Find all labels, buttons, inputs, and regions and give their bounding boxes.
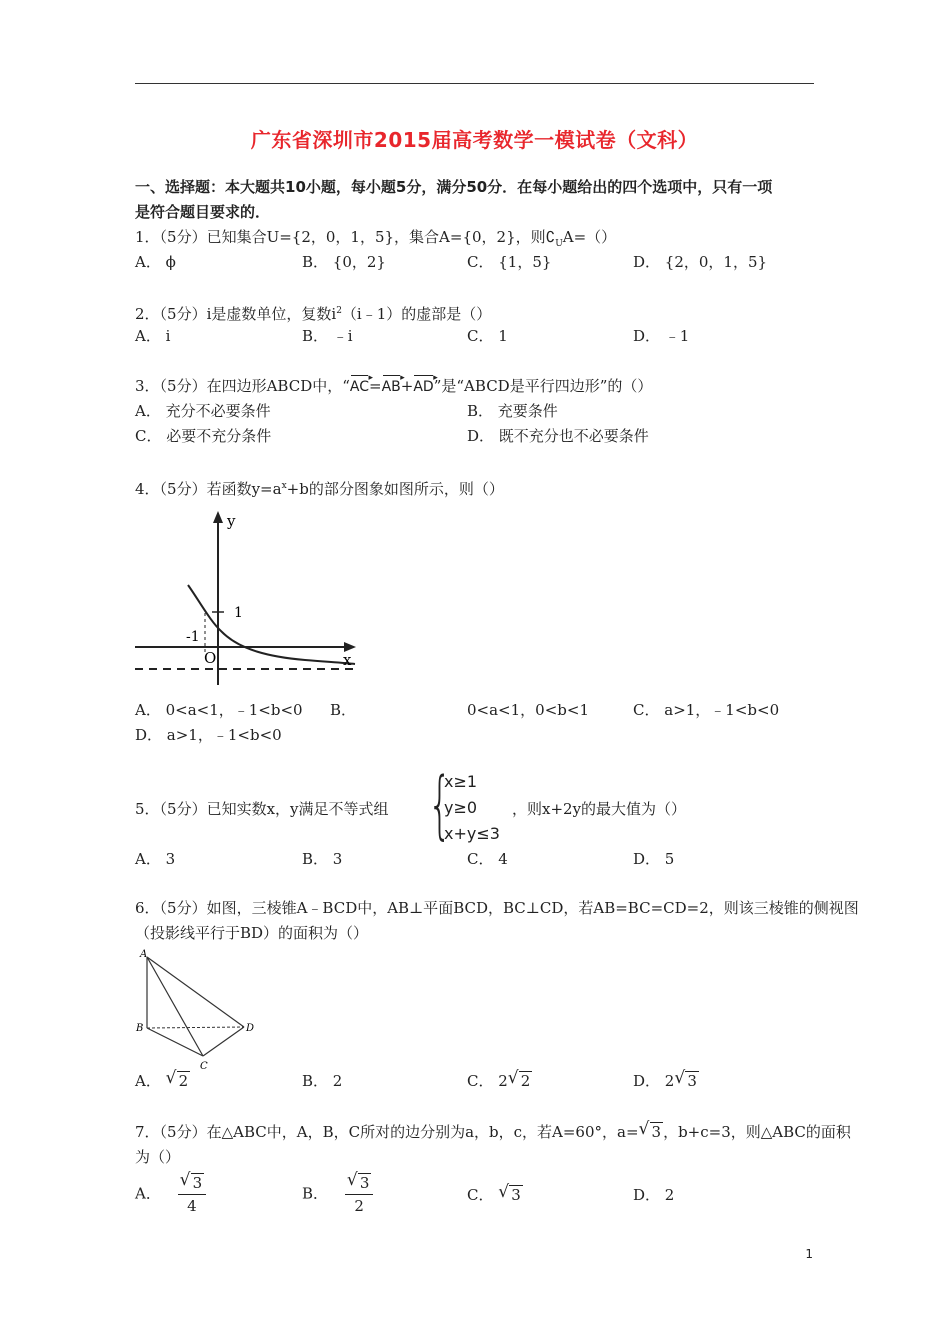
q3-option-b: B． 充要条件 xyxy=(467,402,558,420)
page-number: 1 xyxy=(805,1247,813,1261)
inequality-line-2: y≥0 xyxy=(444,798,478,817)
inequality-line-3: x+y≤3 xyxy=(444,824,500,843)
q7-option-a: A． √ 3 4 xyxy=(135,1172,206,1217)
inequality-system xyxy=(428,762,508,850)
q4-option-b: 0<a<1，0<b<1 xyxy=(467,701,589,719)
question-1-stem: 1．（5分）已知集合U={2，0，1，5}，集合A={0，2}，则$∁_UA=()$ xyxy=(135,228,617,249)
q1-option-c: C． {1，5} xyxy=(467,253,552,271)
q5-option-c: C． 4 xyxy=(467,850,508,868)
vertex-c-label: C xyxy=(200,1061,208,1072)
q3-option-c: C． 必要不充分条件 xyxy=(135,427,272,445)
graph-neg-one-label: -1 xyxy=(186,629,200,645)
header-rule xyxy=(135,83,814,84)
q7-option-b: B． √ 3 2 xyxy=(302,1172,373,1217)
q6-option-a: A． √ 2 xyxy=(135,1068,189,1090)
section-heading-line2: 是符合题目要求的． xyxy=(135,203,271,221)
graph-x-label: x xyxy=(343,651,352,669)
vertex-b-label: B xyxy=(136,1023,144,1034)
vertex-d-label: D xyxy=(246,1023,255,1034)
q1-option-a: A． ϕ xyxy=(135,253,176,271)
exponential-graph-figure xyxy=(130,505,365,690)
q4-option-a: A． 0<a<1，﹣1<b<0 xyxy=(135,701,303,719)
graph-one-label: 1 xyxy=(234,605,243,621)
vertex-a-label: A xyxy=(140,949,148,960)
q1-option-d: D． {2，0，1，5} xyxy=(633,253,768,271)
left-brace-icon: { xyxy=(428,762,452,848)
q2-option-c: C． 1 xyxy=(467,327,508,345)
question-3-stem: 3．（5分）在四边形ABCD中，“AC ▸=AB ▸+AD ▸”是“ABCD是平行四边形”的（） xyxy=(135,376,652,397)
inequality-line-1: x≥1 xyxy=(444,772,478,791)
q5-option-a: A． 3 xyxy=(135,850,176,868)
q6-option-d: D． 2 √ 3 xyxy=(633,1068,697,1090)
q2-option-d: D． ﹣1 xyxy=(633,327,690,345)
page-title: 广东省深圳市2015届高考数学一模试卷（文科） xyxy=(250,128,699,152)
section-heading-line1: 一、选择题：本大题共10小题，每小题5分，满分50分．在每小题给出的四个选项中，只有一项 xyxy=(135,178,773,196)
question-2-stem: 2．（5分）i是虚数单位，复数$i^2(i﹣1)$的虚部是（） xyxy=(135,305,492,323)
graph-y-label: y xyxy=(227,512,236,530)
question-5-stem: 5．（5分）已知实数x，y满足不等式组 xyxy=(135,800,389,818)
vector-ac: AC ▸ xyxy=(350,377,369,397)
question-6-line2: （投影线平行于BD）的面积为（） xyxy=(135,924,369,942)
q2-option-a: A． i xyxy=(135,327,171,345)
q5-option-d: D． 5 xyxy=(633,850,675,868)
question-7-line2: 为（） xyxy=(135,1148,181,1166)
q3-option-d: D． 既不充分也不必要条件 xyxy=(467,427,649,445)
q6-option-c: C． 2 √ 2 xyxy=(467,1068,531,1090)
q6-option-b: B． 2 xyxy=(302,1072,343,1090)
q7-option-c: C． √ 3 xyxy=(467,1182,521,1204)
vector-ab: AB ▸ xyxy=(382,377,401,397)
q1-option-b: B． {0，2} xyxy=(302,253,386,271)
q4-option-d: D． a>1，﹣1<b<0 xyxy=(135,726,282,744)
pyramid-figure xyxy=(130,948,265,1073)
graph-origin-label: O xyxy=(204,649,217,667)
question-5-stem-end: ，则x+2y的最大值为（） xyxy=(512,800,687,818)
vector-ad: AD ▸ xyxy=(413,377,433,397)
q3-option-a: A． 充分不必要条件 xyxy=(135,402,271,420)
q4-option-b-label: B． xyxy=(330,701,357,719)
q4-option-c: C． a>1，﹣1<b<0 xyxy=(633,701,780,719)
question-7-line1: 7．（5分）在△ABC中，A，B，C所对的边分别为a，b，c，若A=60°，a= √ 3 ，b+c=3，则△ABC的面积 xyxy=(135,1119,851,1141)
q5-option-b: B． 3 xyxy=(302,850,343,868)
question-4-stem: 4．（5分）若函数$y=a^x+b$的部分图象如图所示，则（） xyxy=(135,480,504,498)
q2-option-b: B． ﹣i xyxy=(302,327,353,345)
question-6-line1: 6．（5分）如图，三棱锥A﹣BCD中，AB⊥平面BCD，BC⊥CD，若AB=BC=CD=2，则该三棱锥的侧视图 xyxy=(135,899,859,917)
q7-option-d: D． 2 xyxy=(633,1186,675,1204)
